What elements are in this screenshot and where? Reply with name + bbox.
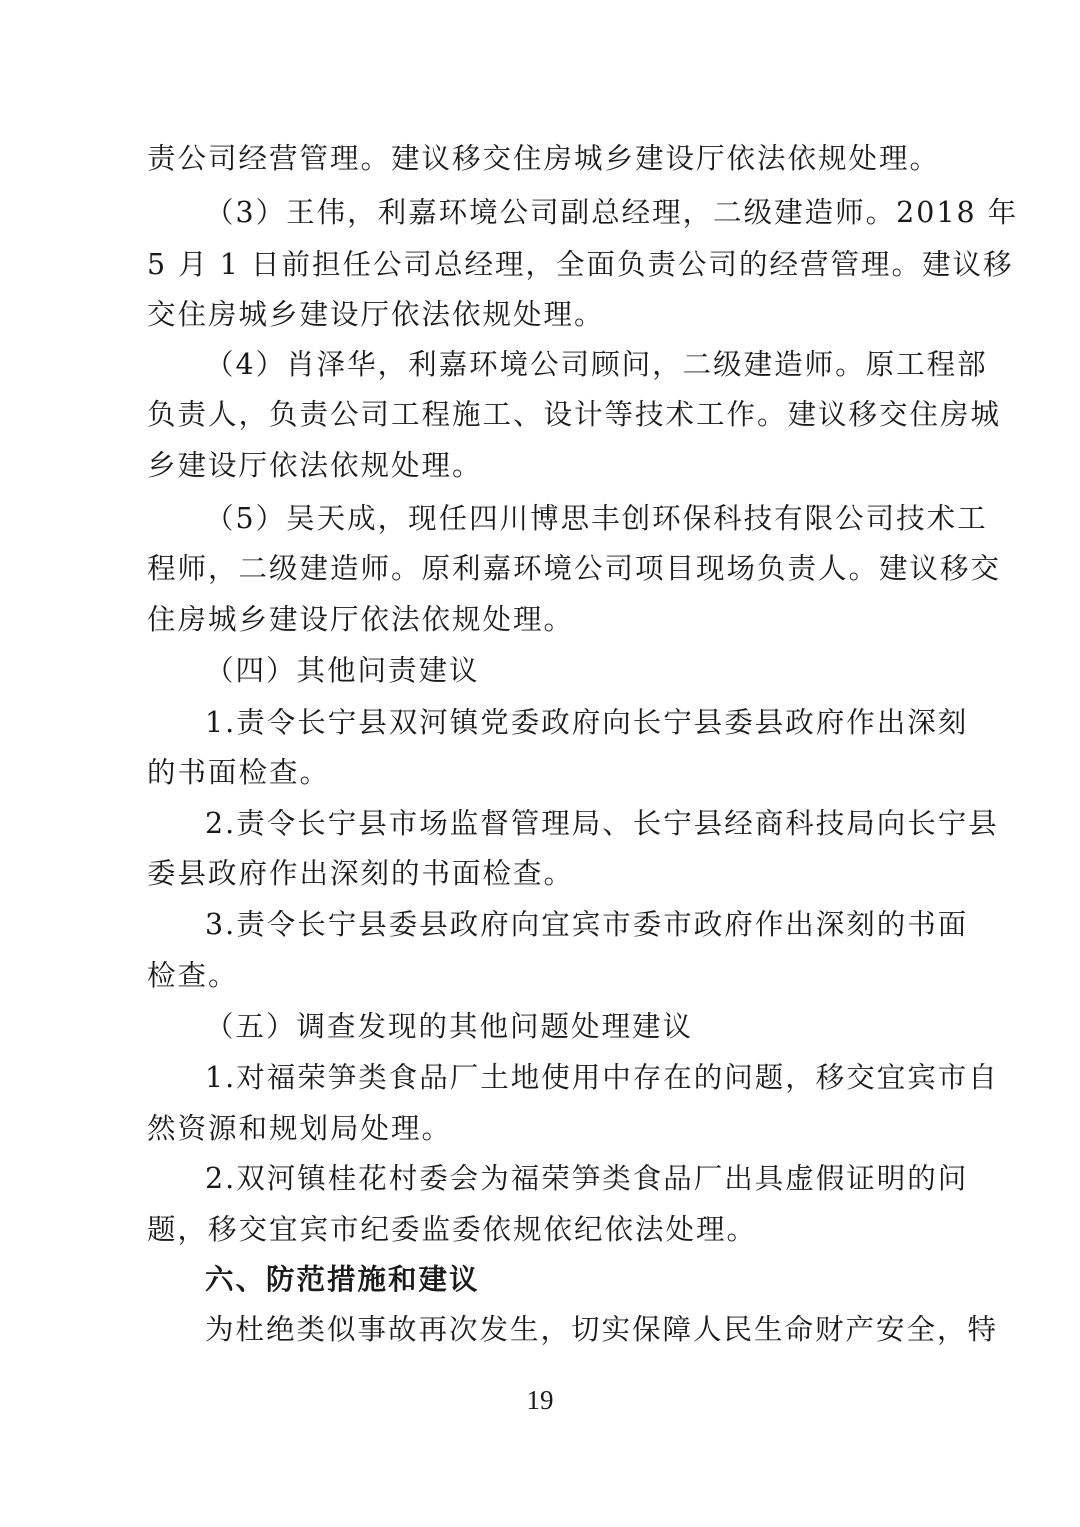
text-line: 5 月 1 日前担任公司总经理，全面负责公司的经营管理。建议移 [147, 248, 1014, 281]
text-line: 负责人，负责公司工程施工、设计等技术工作。建议移交住房城 [147, 398, 1002, 431]
text-line: 委县政府作出深刻的书面检查。 [147, 857, 575, 890]
text-line: 程师，二级建造师。原利嘉环境公司项目现场负责人。建议移交 [147, 552, 1002, 585]
text-line: 1.责令长宁县双河镇党委政府向长宁县委县政府作出深刻 [205, 706, 969, 739]
text-line: 交住房城乡建设厅依法依规处理。 [147, 298, 605, 331]
text-line: 2.责令长宁县市场监督管理局、长宁县经商科技局向长宁县 [205, 807, 999, 840]
page-number: 19 [526, 1385, 554, 1415]
text-line: 责公司经营管理。建议移交住房城乡建设厅依法依规处理。 [147, 142, 941, 175]
text-line: （5）吴天成，现任四川博思丰创环保科技有限公司技术工 [205, 502, 988, 535]
text-line: 为杜绝类似事故再次发生，切实保障人民生命财产安全，特 [205, 1313, 999, 1346]
text-line: 题，移交宜宾市纪委监委依规依纪依法处理。 [147, 1213, 758, 1246]
text-line: 住房城乡建设厅依法依规处理。 [147, 603, 575, 636]
text-line: （4）肖泽华，利嘉环境公司顾问，二级建造师。原工程部 [205, 348, 988, 381]
text-line: 检查。 [147, 959, 239, 992]
text-line: （3）王伟，利嘉环境公司副总经理，二级建造师。2018 年 [205, 196, 1019, 229]
section-heading: （四）其他问责建议 [205, 654, 480, 687]
text-line: 乡建设厅依法依规处理。 [147, 449, 483, 482]
chapter-heading: 六、防范措施和建议 [205, 1263, 480, 1296]
text-line: 2.双河镇桂花村委会为福荣笋类食品厂出具虚假证明的问 [205, 1162, 969, 1195]
section-heading: （五）调查发现的其他问题处理建议 [205, 1010, 694, 1043]
text-line: 的书面检查。 [147, 756, 331, 789]
text-line: 然资源和规划局处理。 [147, 1112, 453, 1145]
text-line: 3.责令长宁县委县政府向宜宾市委市政府作出深刻的书面 [205, 908, 969, 941]
text-line: 1.对福荣笋类食品厂土地使用中存在的问题，移交宜宾市自 [205, 1061, 999, 1094]
